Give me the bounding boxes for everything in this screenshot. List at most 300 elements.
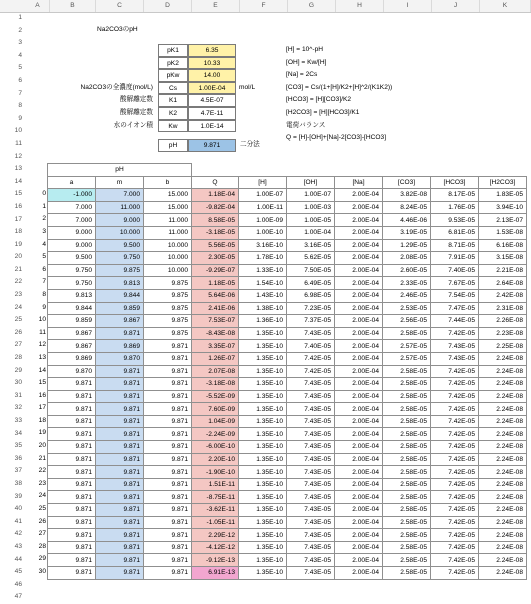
pkw-label[interactable]: pKw [158, 69, 188, 82]
oh-cell[interactable]: 7.23E-05 [287, 302, 335, 315]
iteration-index[interactable]: 28 [38, 542, 46, 550]
m-cell[interactable]: 9.871 [96, 529, 144, 542]
m-cell[interactable]: 9.871 [96, 365, 144, 378]
co3-cell[interactable]: 2.58E-05 [383, 453, 431, 466]
row-header[interactable]: 26 [14, 328, 22, 336]
hco3-cell[interactable]: 7.42E-05 [431, 453, 479, 466]
m-cell[interactable]: 9.750 [96, 252, 144, 265]
b-cell[interactable]: 9.871 [144, 504, 192, 517]
iteration-index[interactable]: 23 [38, 479, 46, 487]
charge-balance-label[interactable]: 電荷バランス [286, 121, 326, 129]
row-header[interactable]: 19 [14, 240, 22, 248]
oh-cell[interactable]: 7.42E-05 [287, 352, 335, 365]
h-cell[interactable]: 1.35E-10 [239, 453, 287, 466]
oh-cell[interactable]: 7.43E-05 [287, 403, 335, 416]
row-header[interactable]: 16 [14, 202, 22, 210]
row-header[interactable]: 44 [14, 555, 22, 563]
cs-label[interactable]: Cs [158, 82, 188, 95]
m-cell[interactable]: 9.871 [96, 390, 144, 403]
row-header[interactable]: 45 [14, 568, 22, 576]
hco3-cell[interactable]: 7.91E-05 [431, 252, 479, 265]
oh-cell[interactable]: 7.43E-05 [287, 478, 335, 491]
m-cell[interactable]: 9.871 [96, 441, 144, 454]
b-cell[interactable]: 9.871 [144, 378, 192, 391]
table-header-cell[interactable]: Q [192, 176, 239, 189]
row-header[interactable]: 39 [14, 492, 22, 500]
co3-cell[interactable]: 2.58E-05 [383, 466, 431, 479]
hco3-cell[interactable]: 7.42E-05 [431, 441, 479, 454]
row-header[interactable]: 4 [18, 51, 22, 59]
column-header-b[interactable]: B [50, 0, 96, 12]
na-cell[interactable]: 2.00E-04 [335, 201, 383, 214]
h2co3-cell[interactable]: 1.83E-05 [479, 189, 527, 202]
q-cell[interactable]: -2.24E-09 [192, 428, 239, 441]
q-cell[interactable]: -9.29E-07 [192, 264, 239, 277]
h2co3-cell[interactable]: 2.24E-08 [479, 541, 527, 554]
row-header[interactable]: 8 [18, 102, 22, 110]
iteration-index[interactable]: 9 [42, 303, 46, 311]
na-cell[interactable]: 2.00E-04 [335, 516, 383, 529]
q-cell[interactable]: -1.90E-10 [192, 466, 239, 479]
iteration-index[interactable]: 19 [38, 429, 46, 437]
na-cell[interactable]: 2.00E-04 [335, 289, 383, 302]
a-cell[interactable]: 9.871 [48, 378, 96, 391]
h-cell[interactable]: 1.35E-10 [239, 554, 287, 567]
q-cell[interactable]: 7.53E-07 [192, 315, 239, 328]
h2co3-cell[interactable]: 2.24E-08 [479, 403, 527, 416]
iteration-index[interactable]: 20 [38, 442, 46, 450]
co3-cell[interactable]: 2.58E-05 [383, 415, 431, 428]
ph-group-header[interactable]: pH [48, 164, 192, 177]
na-cell[interactable]: 2.00E-04 [335, 302, 383, 315]
na-cell[interactable]: 2.00E-04 [335, 441, 383, 454]
column-header-k[interactable]: K [480, 0, 531, 12]
hco3-cell[interactable]: 8.17E-05 [431, 189, 479, 202]
formula-h[interactable]: [H] = 10^-pH [286, 46, 323, 53]
b-cell[interactable]: 9.875 [144, 327, 192, 340]
column-header-c[interactable]: C [96, 0, 144, 12]
column-header-j[interactable]: J [432, 0, 480, 12]
h2co3-cell[interactable]: 3.94E-10 [479, 201, 527, 214]
oh-cell[interactable]: 1.00E-04 [287, 226, 335, 239]
row-header[interactable]: 12 [14, 152, 22, 160]
m-cell[interactable]: 9.875 [96, 264, 144, 277]
column-header-f[interactable]: F [240, 0, 288, 12]
table-header-cell[interactable]: [H] [239, 176, 287, 189]
iteration-index[interactable]: 27 [38, 530, 46, 538]
h-cell[interactable]: 1.35E-10 [239, 478, 287, 491]
b-cell[interactable]: 9.871 [144, 478, 192, 491]
table-header-cell[interactable]: [OH] [287, 176, 335, 189]
co3-cell[interactable]: 2.58E-05 [383, 403, 431, 416]
oh-cell[interactable]: 7.43E-05 [287, 428, 335, 441]
pk2-value[interactable]: 10.33 [188, 57, 236, 70]
row-header[interactable]: 40 [14, 505, 22, 513]
a-cell[interactable]: 9.871 [48, 453, 96, 466]
row-header[interactable]: 14 [14, 177, 22, 185]
oh-cell[interactable]: 7.43E-05 [287, 453, 335, 466]
co3-cell[interactable]: 4.46E-06 [383, 214, 431, 227]
h-cell[interactable]: 1.35E-10 [239, 428, 287, 441]
na-cell[interactable]: 2.00E-04 [335, 352, 383, 365]
table-header-cell[interactable]: [HCO3] [431, 176, 479, 189]
row-header[interactable]: 5 [18, 64, 22, 72]
h-cell[interactable]: 1.33E-10 [239, 264, 287, 277]
b-cell[interactable]: 11.000 [144, 226, 192, 239]
h-cell[interactable]: 1.35E-10 [239, 378, 287, 391]
row-header[interactable]: 18 [14, 228, 22, 236]
h2co3-cell[interactable]: 2.25E-08 [479, 340, 527, 353]
co3-cell[interactable]: 2.58E-05 [383, 529, 431, 542]
iteration-index[interactable]: 16 [38, 391, 46, 399]
h-cell[interactable]: 1.43E-10 [239, 289, 287, 302]
b-cell[interactable]: 9.871 [144, 415, 192, 428]
k2-description[interactable]: 酸解離定数 [120, 109, 153, 116]
h2co3-cell[interactable]: 2.24E-08 [479, 478, 527, 491]
h2co3-cell[interactable]: 2.24E-08 [479, 491, 527, 504]
row-header[interactable]: 27 [14, 341, 22, 349]
row-header[interactable]: 24 [14, 303, 22, 311]
co3-cell[interactable]: 8.24E-05 [383, 201, 431, 214]
q-cell[interactable]: 2.20E-10 [192, 453, 239, 466]
na-cell[interactable]: 2.00E-04 [335, 264, 383, 277]
hco3-cell[interactable]: 7.42E-05 [431, 403, 479, 416]
iteration-index[interactable]: 0 [42, 190, 46, 198]
h-cell[interactable]: 1.35E-10 [239, 365, 287, 378]
a-cell[interactable]: 9.871 [48, 491, 96, 504]
co3-cell[interactable]: 2.46E-05 [383, 289, 431, 302]
column-header-e[interactable]: E [192, 0, 240, 12]
h-cell[interactable]: 1.35E-10 [239, 352, 287, 365]
co3-cell[interactable]: 3.19E-05 [383, 226, 431, 239]
h-cell[interactable]: 1.35E-10 [239, 390, 287, 403]
k1-description[interactable]: 酸解離定数 [120, 96, 153, 104]
m-cell[interactable]: 11.000 [96, 201, 144, 214]
iteration-index[interactable]: 14 [38, 366, 46, 374]
hco3-cell[interactable]: 7.54E-05 [431, 289, 479, 302]
hco3-cell[interactable]: 7.42E-05 [431, 529, 479, 542]
h-cell[interactable]: 1.00E-11 [239, 201, 287, 214]
h-cell[interactable]: 1.00E-09 [239, 214, 287, 227]
row-header[interactable]: 20 [14, 253, 22, 261]
iteration-index[interactable]: 24 [38, 492, 46, 500]
q-cell[interactable]: 5.64E-06 [192, 289, 239, 302]
hco3-cell[interactable]: 7.47E-05 [431, 302, 479, 315]
oh-cell[interactable]: 7.43E-05 [287, 390, 335, 403]
m-cell[interactable]: 9.871 [96, 428, 144, 441]
h-cell[interactable]: 1.35E-10 [239, 567, 287, 580]
row-header[interactable]: 15 [14, 190, 22, 198]
m-cell[interactable]: 9.813 [96, 277, 144, 290]
row-header[interactable]: 47 [14, 593, 22, 601]
hco3-cell[interactable]: 7.42E-05 [431, 504, 479, 517]
table-header-cell[interactable]: m [96, 176, 144, 189]
iteration-index[interactable]: 25 [38, 505, 46, 513]
b-cell[interactable]: 9.871 [144, 554, 192, 567]
h2co3-cell[interactable]: 2.13E-07 [479, 214, 527, 227]
m-cell[interactable]: 9.859 [96, 302, 144, 315]
h-cell[interactable]: 1.00E-07 [239, 189, 287, 202]
row-header[interactable]: 34 [14, 429, 22, 437]
b-cell[interactable]: 9.871 [144, 529, 192, 542]
h-cell[interactable]: 1.35E-10 [239, 466, 287, 479]
column-header-h[interactable]: H [336, 0, 384, 12]
co3-cell[interactable]: 2.57E-05 [383, 340, 431, 353]
row-header[interactable]: 29 [14, 366, 22, 374]
h-cell[interactable]: 3.16E-10 [239, 239, 287, 252]
iteration-index[interactable]: 30 [38, 568, 46, 575]
h2co3-cell[interactable]: 1.53E-08 [479, 226, 527, 239]
a-cell[interactable]: 9.844 [48, 302, 96, 315]
a-cell[interactable]: 9.871 [48, 478, 96, 491]
row-header[interactable]: 35 [14, 442, 22, 450]
k1-value[interactable]: 4.5E-07 [188, 94, 236, 107]
co3-cell[interactable]: 2.58E-05 [383, 428, 431, 441]
a-cell[interactable]: 7.000 [48, 201, 96, 214]
h-cell[interactable]: 1.35E-10 [239, 541, 287, 554]
m-cell[interactable]: 9.871 [96, 403, 144, 416]
q-cell[interactable]: -6.00E-10 [192, 441, 239, 454]
formula-oh[interactable]: [OH] = Kw/[H] [286, 58, 327, 66]
a-cell[interactable]: 9.750 [48, 277, 96, 290]
na-cell[interactable]: 2.00E-04 [335, 239, 383, 252]
na-cell[interactable]: 2.00E-04 [335, 189, 383, 202]
kw-value[interactable]: 1.0E-14 [188, 120, 236, 133]
q-cell[interactable]: 1.18E-04 [192, 189, 239, 202]
b-cell[interactable]: 9.875 [144, 289, 192, 302]
m-cell[interactable]: 9.869 [96, 340, 144, 353]
b-cell[interactable]: 9.875 [144, 315, 192, 328]
b-cell[interactable]: 9.871 [144, 352, 192, 365]
oh-cell[interactable]: 1.00E-05 [287, 214, 335, 227]
row-header[interactable]: 1 [18, 14, 22, 21]
m-cell[interactable]: 9.871 [96, 327, 144, 340]
k1-label[interactable]: K1 [158, 94, 188, 107]
oh-cell[interactable]: 7.43E-05 [287, 415, 335, 428]
b-cell[interactable]: 15.000 [144, 201, 192, 214]
m-cell[interactable]: 9.871 [96, 378, 144, 391]
q-cell[interactable]: -9.12E-13 [192, 554, 239, 567]
hco3-cell[interactable]: 7.42E-05 [431, 554, 479, 567]
m-cell[interactable]: 9.844 [96, 289, 144, 302]
m-cell[interactable]: 7.000 [96, 189, 144, 202]
b-cell[interactable]: 10.000 [144, 252, 192, 265]
hco3-cell[interactable]: 7.42E-05 [431, 516, 479, 529]
q-cell[interactable]: 1.26E-07 [192, 352, 239, 365]
na-cell[interactable]: 2.00E-04 [335, 365, 383, 378]
na-cell[interactable]: 2.00E-04 [335, 453, 383, 466]
co3-cell[interactable]: 2.58E-05 [383, 516, 431, 529]
h2co3-cell[interactable]: 2.24E-08 [479, 567, 527, 580]
h-cell[interactable]: 1.35E-10 [239, 504, 287, 517]
b-cell[interactable]: 9.871 [144, 441, 192, 454]
iteration-index[interactable]: 17 [38, 404, 46, 412]
b-cell[interactable]: 9.871 [144, 403, 192, 416]
hco3-cell[interactable]: 7.42E-05 [431, 491, 479, 504]
q-cell[interactable]: 6.91E-13 [192, 567, 239, 580]
h-cell[interactable]: 1.78E-10 [239, 252, 287, 265]
row-header[interactable]: 32 [14, 404, 22, 412]
b-cell[interactable]: 9.871 [144, 365, 192, 378]
m-cell[interactable]: 9.871 [96, 491, 144, 504]
column-header-i[interactable]: I [384, 0, 432, 12]
q-cell[interactable]: -1.05E-11 [192, 516, 239, 529]
row-header[interactable]: 30 [14, 379, 22, 387]
column-header-d[interactable]: D [144, 0, 192, 12]
m-cell[interactable]: 9.871 [96, 554, 144, 567]
hco3-cell[interactable]: 7.42E-05 [431, 541, 479, 554]
h-cell[interactable]: 1.35E-10 [239, 340, 287, 353]
formula-na[interactable]: [Na] = 2Cs [286, 71, 318, 79]
co3-cell[interactable]: 2.57E-05 [383, 352, 431, 365]
co3-cell[interactable]: 3.82E-08 [383, 189, 431, 202]
m-cell[interactable]: 10.000 [96, 226, 144, 239]
na-cell[interactable]: 2.00E-04 [335, 415, 383, 428]
co3-cell[interactable]: 2.53E-05 [383, 302, 431, 315]
co3-cell[interactable]: 2.58E-05 [383, 567, 431, 580]
oh-cell[interactable]: 7.43E-05 [287, 441, 335, 454]
na-cell[interactable]: 2.00E-04 [335, 428, 383, 441]
q-cell[interactable]: -9.82E-04 [192, 201, 239, 214]
na-cell[interactable]: 2.00E-04 [335, 541, 383, 554]
a-cell[interactable]: 9.000 [48, 226, 96, 239]
bisection-note[interactable]: 二分法 [240, 141, 260, 148]
q-cell[interactable]: 5.56E-05 [192, 239, 239, 252]
na-cell[interactable]: 2.00E-04 [335, 478, 383, 491]
na-cell[interactable]: 2.00E-04 [335, 403, 383, 416]
h2co3-cell[interactable]: 2.24E-08 [479, 529, 527, 542]
table-header-cell[interactable]: b [144, 176, 192, 189]
h-cell[interactable]: 1.36E-10 [239, 315, 287, 328]
oh-cell[interactable]: 7.43E-05 [287, 378, 335, 391]
pkw-value[interactable]: 14.00 [188, 69, 236, 82]
h-cell[interactable]: 1.35E-10 [239, 529, 287, 542]
q-cell[interactable]: 1.04E-09 [192, 415, 239, 428]
a-cell[interactable]: 9.859 [48, 315, 96, 328]
h2co3-cell[interactable]: 2.24E-08 [479, 453, 527, 466]
na-cell[interactable]: 2.00E-04 [335, 567, 383, 580]
cs-unit[interactable]: mol/L [239, 83, 256, 91]
sheet-title[interactable]: Na2CO3のpH [97, 26, 138, 33]
m-cell[interactable]: 9.871 [96, 415, 144, 428]
q-cell[interactable]: 2.41E-06 [192, 302, 239, 315]
hco3-cell[interactable]: 7.44E-05 [431, 315, 479, 328]
table-header-cell[interactable]: a [48, 176, 96, 189]
h-cell[interactable]: 1.00E-10 [239, 226, 287, 239]
oh-cell[interactable]: 7.37E-05 [287, 315, 335, 328]
co3-cell[interactable]: 2.60E-05 [383, 264, 431, 277]
iteration-index[interactable]: 1 [42, 202, 46, 210]
h-cell[interactable]: 1.35E-10 [239, 491, 287, 504]
m-cell[interactable]: 9.871 [96, 466, 144, 479]
row-header[interactable]: 42 [14, 530, 22, 538]
kw-description[interactable]: 水のイオン積 [113, 121, 153, 129]
row-header[interactable]: 37 [14, 467, 22, 475]
a-cell[interactable]: 9.871 [48, 390, 96, 403]
a-cell[interactable]: 9.871 [48, 466, 96, 479]
h2co3-cell[interactable]: 2.24E-08 [479, 365, 527, 378]
q-cell[interactable]: -4.12E-12 [192, 541, 239, 554]
m-cell[interactable]: 9.871 [96, 567, 144, 580]
row-header[interactable]: 13 [14, 165, 22, 173]
table-header-cell[interactable]: [CO3] [383, 176, 431, 189]
k2-value[interactable]: 4.7E-11 [188, 107, 236, 120]
k2-label[interactable]: K2 [158, 107, 188, 120]
hco3-cell[interactable]: 7.43E-05 [431, 352, 479, 365]
co3-cell[interactable]: 2.58E-05 [383, 554, 431, 567]
m-cell[interactable]: 9.500 [96, 239, 144, 252]
iteration-index[interactable]: 10 [38, 316, 46, 324]
h2co3-cell[interactable]: 2.24E-08 [479, 352, 527, 365]
m-cell[interactable]: 9.871 [96, 516, 144, 529]
row-header[interactable]: 7 [18, 89, 22, 97]
oh-cell[interactable]: 7.50E-05 [287, 264, 335, 277]
a-cell[interactable]: 9.867 [48, 327, 96, 340]
oh-cell[interactable]: 7.43E-05 [287, 504, 335, 517]
b-cell[interactable]: 11.000 [144, 214, 192, 227]
hco3-cell[interactable]: 7.40E-05 [431, 264, 479, 277]
a-cell[interactable]: 9.500 [48, 252, 96, 265]
b-cell[interactable]: 9.875 [144, 302, 192, 315]
h2co3-cell[interactable]: 2.42E-08 [479, 289, 527, 302]
iteration-index[interactable]: 22 [38, 467, 46, 475]
oh-cell[interactable]: 5.62E-05 [287, 252, 335, 265]
a-cell[interactable]: 9.871 [48, 554, 96, 567]
m-cell[interactable]: 9.871 [96, 478, 144, 491]
iteration-index[interactable]: 2 [42, 215, 46, 223]
row-header[interactable]: 43 [14, 542, 22, 550]
iteration-index[interactable]: 13 [38, 353, 46, 361]
hco3-cell[interactable]: 7.42E-05 [431, 478, 479, 491]
h2co3-cell[interactable]: 2.31E-08 [479, 302, 527, 315]
oh-cell[interactable]: 7.43E-05 [287, 516, 335, 529]
q-cell[interactable]: 2.07E-08 [192, 365, 239, 378]
q-cell[interactable]: 3.35E-07 [192, 340, 239, 353]
row-header[interactable]: 21 [14, 265, 22, 273]
h2co3-cell[interactable]: 2.24E-08 [479, 390, 527, 403]
na-cell[interactable]: 2.00E-04 [335, 340, 383, 353]
q-cell[interactable]: -8.75E-11 [192, 491, 239, 504]
co3-cell[interactable]: 2.33E-05 [383, 277, 431, 290]
hco3-cell[interactable]: 7.42E-05 [431, 327, 479, 340]
q-cell[interactable]: 8.58E-05 [192, 214, 239, 227]
b-cell[interactable]: 9.871 [144, 567, 192, 580]
a-cell[interactable]: 9.871 [48, 428, 96, 441]
co3-cell[interactable]: 2.58E-05 [383, 327, 431, 340]
b-cell[interactable]: 15.000 [144, 189, 192, 202]
a-cell[interactable]: 9.867 [48, 340, 96, 353]
b-cell[interactable]: 9.875 [144, 277, 192, 290]
row-header[interactable]: 46 [14, 580, 22, 588]
co3-cell[interactable]: 2.58E-05 [383, 378, 431, 391]
co3-cell[interactable]: 2.58E-05 [383, 504, 431, 517]
ph-result-value[interactable]: 9.871 [188, 139, 236, 152]
na-cell[interactable]: 2.00E-04 [335, 327, 383, 340]
oh-cell[interactable]: 7.43E-05 [287, 529, 335, 542]
m-cell[interactable]: 9.000 [96, 214, 144, 227]
a-cell[interactable]: 9.871 [48, 541, 96, 554]
a-cell[interactable]: 9.000 [48, 239, 96, 252]
hco3-cell[interactable]: 8.71E-05 [431, 239, 479, 252]
oh-cell[interactable]: 7.43E-05 [287, 327, 335, 340]
oh-cell[interactable]: 3.16E-05 [287, 239, 335, 252]
co3-cell[interactable]: 2.58E-05 [383, 365, 431, 378]
h2co3-cell[interactable]: 2.24E-08 [479, 415, 527, 428]
b-cell[interactable]: 9.871 [144, 453, 192, 466]
formula-h2co3[interactable]: [H2CO3] = [H][HCO3]/K1 [286, 109, 360, 116]
hco3-cell[interactable]: 7.42E-05 [431, 466, 479, 479]
na-cell[interactable]: 2.00E-04 [335, 554, 383, 567]
